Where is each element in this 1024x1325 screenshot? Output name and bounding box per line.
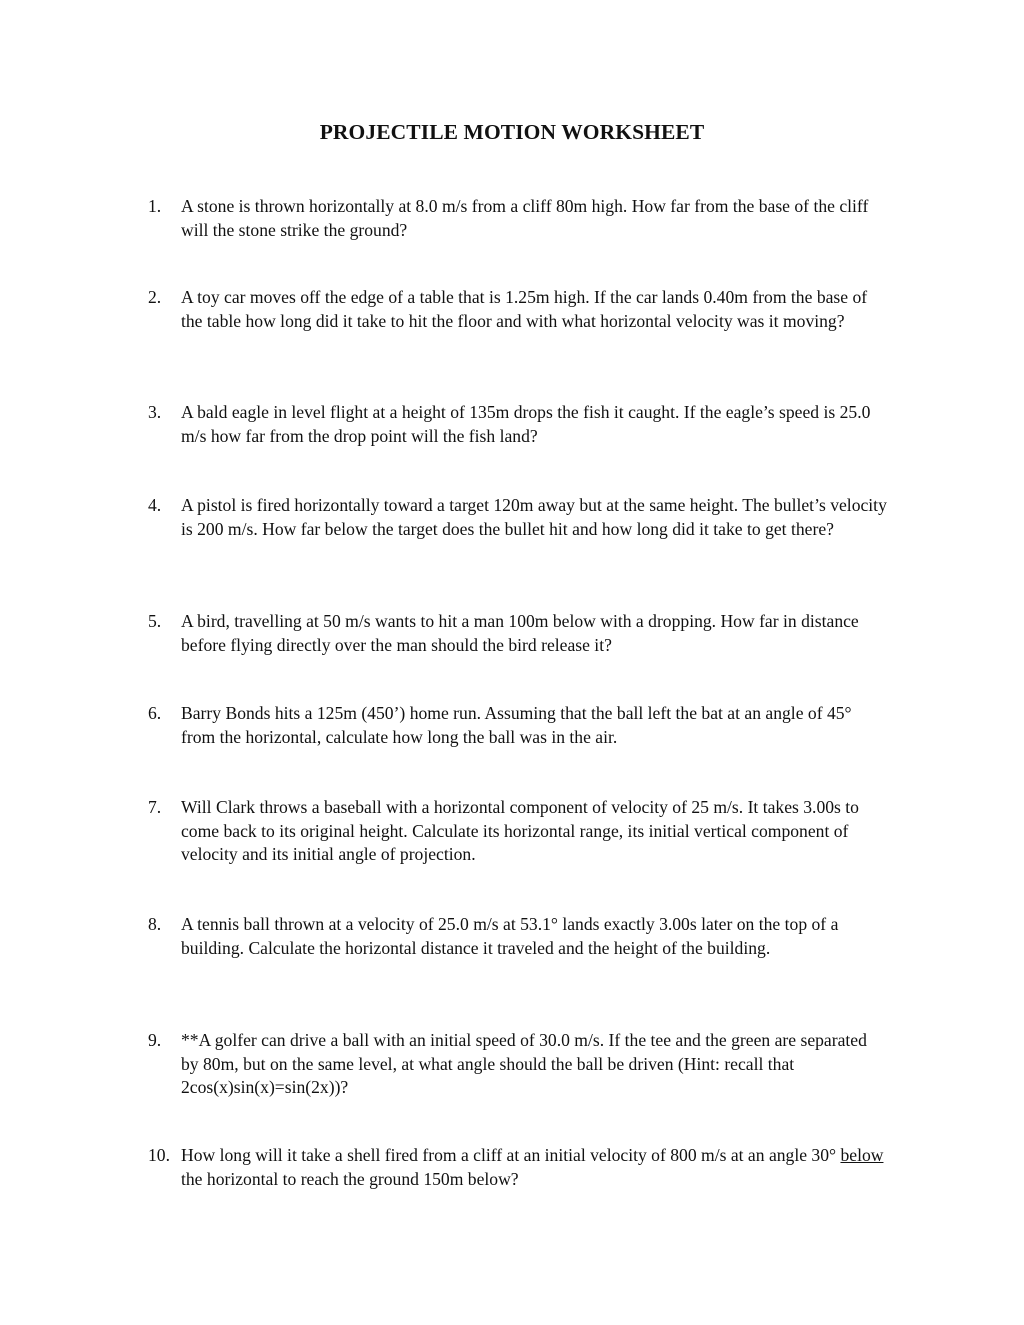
question-text: A tennis ball thrown at a velocity of 25.0 m/s at 53.1° lands exactly 3.00s later on the top of a building. Calculate the horizontal distance it traveled and the height of the building. <box>181 914 839 958</box>
question-text: A stone is thrown horizontally at 8.0 m/s from a cliff 80m high. How far from the base of the cliff will the stone strike the ground? <box>181 196 869 240</box>
question-number: 2. <box>148 287 162 307</box>
question-2 <box>148 286 888 333</box>
question-number: 4. <box>148 495 162 515</box>
question-number: 1. <box>148 196 162 216</box>
question-text-part: the horizontal to reach the ground 150m below? <box>181 1168 519 1189</box>
question-number: 8. <box>148 914 162 934</box>
question-number: 9. <box>148 1030 162 1050</box>
question-6 <box>148 702 888 749</box>
question-text: A toy car moves off the edge of a table that is 1.25m high. If the car lands 0.40m from the base of the table how long did it take to hit the floor and with what horizontal velocity was it moving? <box>181 287 868 331</box>
question-number: 6. <box>148 703 162 723</box>
worksheet-title: PROJECTILE MOTION WORKSHEET <box>319 120 705 144</box>
question-1 <box>148 195 888 242</box>
question-7 <box>148 796 888 867</box>
question-text: Will Clark throws a baseball with a horizontal component of velocity of 25 m/s. It takes 3.00s to come back to its original height. Calculate its horizontal range, its initial vertical component of velocity and its initial angle of projection. <box>181 797 859 864</box>
question-text-part: How long will it take a shell fired from a cliff at an initial velocity of 800 m/s at an angle 30° <box>181 1145 841 1165</box>
question-text: A pistol is fired horizontally toward a target 120m away but at the same height. The bullet’s velocity is 200 m/s. How far below the target does the bullet hit and how long did it take to get there? <box>181 495 887 539</box>
question-8 <box>148 913 888 960</box>
question-text: **A golfer can drive a ball with an initial speed of 30.0 m/s. If the tee and the green are separated by 80m, but on the same level, at what angle should the ball be driven (Hint: recall that 2cos(x)sin(x)=sin(2x))? <box>181 1030 867 1097</box>
question-5 <box>148 610 888 657</box>
question-10 <box>148 1144 888 1191</box>
question-number: 10. <box>148 1145 170 1165</box>
question-text: Barry Bonds hits a 125m (450’) home run. Assuming that the ball left the bat at an angle of 45° from the horizontal, calculate how long the ball was in the air. <box>181 703 852 747</box>
question-number: 3. <box>148 402 162 422</box>
question-number: 7. <box>148 797 162 817</box>
question-3 <box>148 401 888 448</box>
question-text: A bald eagle in level flight at a height of 135m drops the fish it caught. If the eagle’s speed is 25.0 m/s how far from the drop point will the fish land? <box>181 402 871 446</box>
underlined-word: below <box>840 1145 884 1165</box>
question-9 <box>148 1029 888 1100</box>
question-4 <box>148 494 888 541</box>
question-text: A bird, travelling at 50 m/s wants to hit a man 100m below with a dropping. How far in distance before flying directly over the man should the bird release it? <box>181 611 859 655</box>
question-text <box>181 1144 888 1191</box>
question-number: 5. <box>148 611 162 631</box>
